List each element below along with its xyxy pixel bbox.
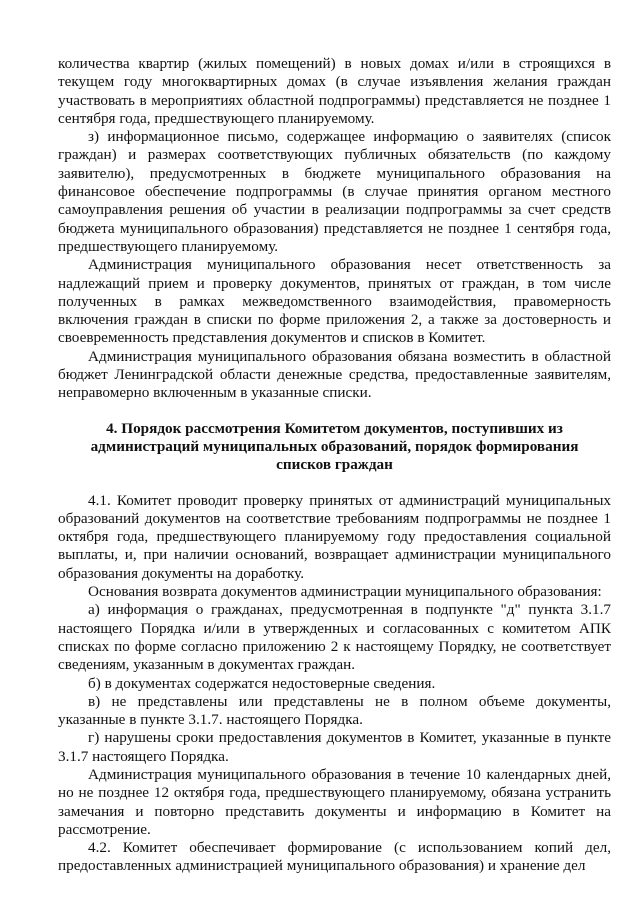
paragraph-administration-refund: Администрация муниципального образования обязана возместить в областной бюджет Ленинградской области денежные средства, предоставленные заявителям, неправомерно включенным в указанные списки.	[58, 347, 611, 402]
paragraph-apartments-count: количества квартир (жилых помещений) в новых домах и/или в строящихся в текущем году многоквартирных домах (в случае изъявления желания граждан участвовать в мероприятиях областной подпрограммы) представляется не позднее 1 сентября года, предшествующего планируемому.	[58, 55, 611, 127]
paragraph-ground-v: в) не представлены или представлены не в полном объеме документы, указанные в пункте 3.1.7. настоящего Порядка.	[58, 692, 611, 729]
paragraph-return-grounds: Основания возврата документов администрации муниципального образования:	[88, 583, 602, 601]
paragraph-administration-responsibility: Администрация муниципального образования несет ответственность за надлежащий прием и проверку документов, принятых от граждан, в том числе полученных в рамках межведомственного взаимодействия, правомерность включения граждан в списки по форме приложения 2, а также за достоверность и своевременность представления документов и списков в Комитет.	[58, 256, 611, 347]
paragraph-4-2: 4.2. Комитет обеспечивает формирование (с использованием копий дел, предоставленных администрацией муниципального образования) и хранение дел	[58, 839, 611, 875]
document-page	[58, 55, 611, 876]
paragraph-4-1: 4.1. Комитет проводит проверку принятых от администраций муниципальных образований документов на соответствие требованиям подпрограммы не позднее 1 октября года, предшествующего планируемому году предоставления социальной выплаты, и, при наличии оснований, возвращает администрации муниципального образования документы на доработку.	[58, 491, 611, 582]
section-4-heading: 4. Порядок рассмотрения Комитетом документов, поступивших из администраций муниципальных образований, порядок формирования списков граждан	[90, 419, 579, 474]
paragraph-resubmission-deadline: Администрация муниципального образования в течение 10 календарных дней, но не позднее 12 октября года, предшествующего планируемому, обязана устранить замечания и повторно представить документы и информацию в Комитет на рассмотрение.	[58, 765, 611, 838]
paragraph-ground-a: а) информация о гражданах, предусмотренная в подпункте "д" пункта 3.1.7 настоящего Порядка и/или в утвержденных и согласованных с комитетом АПК списках по форме согласно приложению 2 к настоящему Порядку, не соответствует сведениям, указанным в документах граждан.	[58, 601, 611, 674]
paragraph-ground-b: б) в документах содержатся недостоверные сведения.	[88, 674, 436, 692]
paragraph-ground-g: г) нарушены сроки предоставления документов в Комитет, указанные в пункте 3.1.7 настоящего Порядка.	[58, 729, 611, 765]
paragraph-z-info-letter: з) информационное письмо, содержащее информацию о заявителях (список граждан) и размерах соответствующих публичных обязательств (по каждому заявителю), предусмотренных в бюджете муниципального образования на финансовое обеспечение подпрограммы (в случае принятия органом местного самоуправления решения об участии в реализации подпрограммы за счет средств бюджета муниципального образования) представляется не позднее 1 сентября года, предшествующего планируемому.	[58, 128, 611, 255]
